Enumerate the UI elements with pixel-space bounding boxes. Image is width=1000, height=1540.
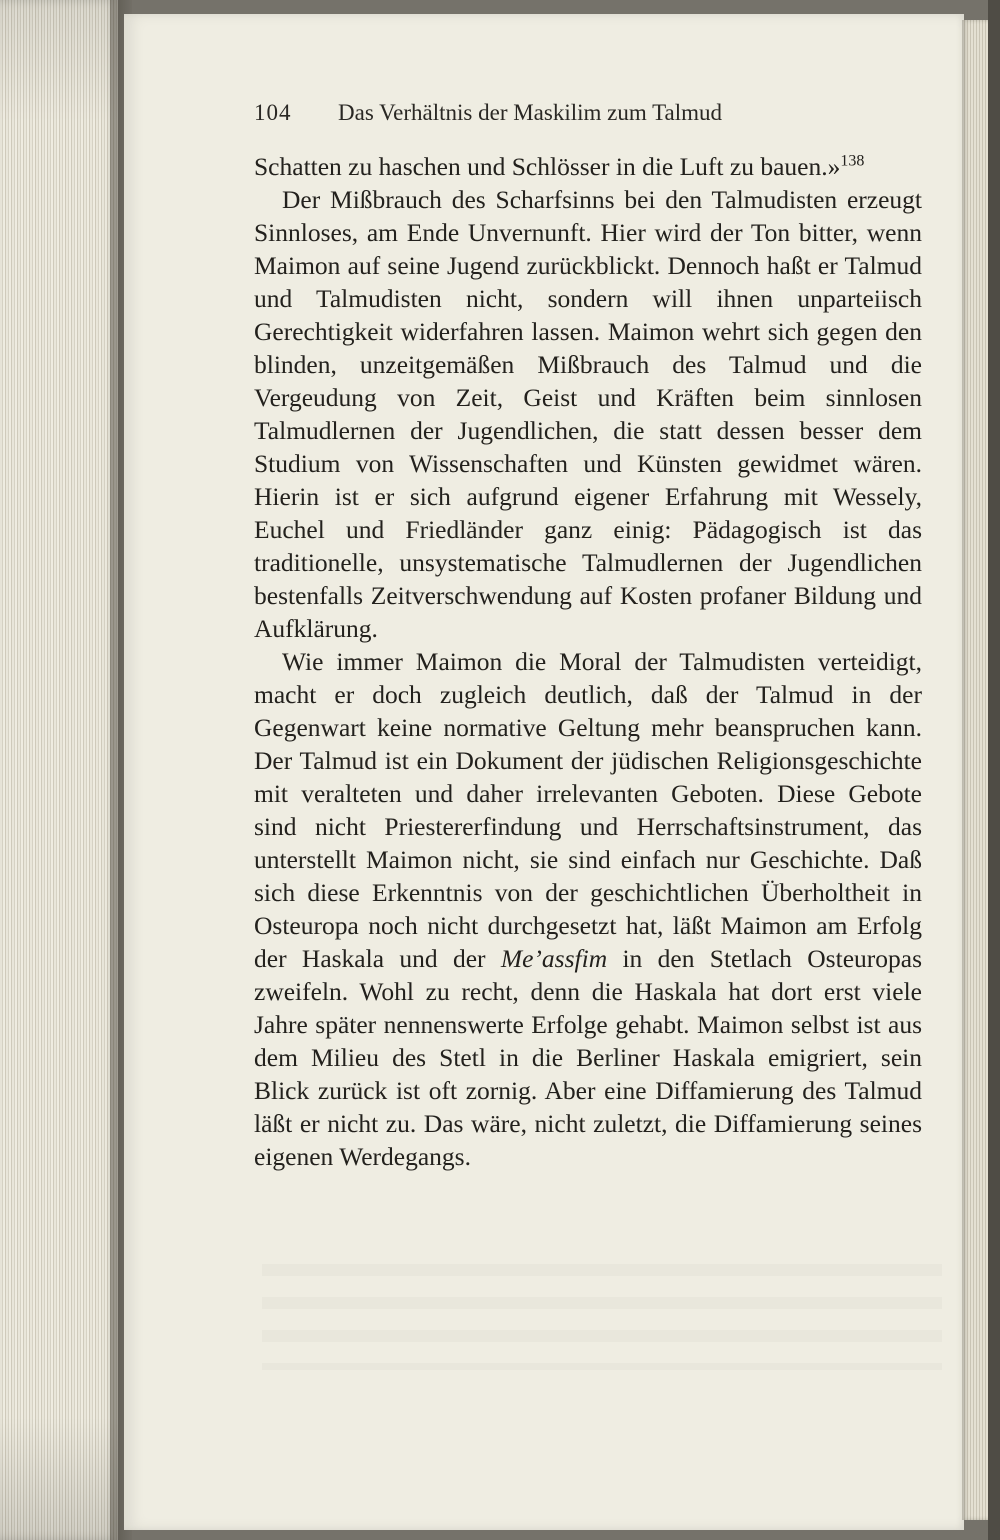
right-page-stack [962, 20, 990, 1520]
italic-term: Me’assfim [500, 944, 608, 973]
footnote-reference: 138 [840, 152, 865, 170]
paragraph-1-text: Schatten zu haschen und Schlösser in die Luft zu bauen.» [254, 152, 841, 181]
body-text [254, 150, 922, 1173]
page-header [254, 100, 954, 136]
paragraph-2: Der Mißbrauch des Scharfsinns bei den Talmudisten erzeugt Sinnloses, am Ende Unvernunft. Hier wird der Ton bitter, wenn Maimon auf seine Jugend zurückblickt. Dennoch haßt er Talmud und Talmudisten nicht, sondern will ihnen unparteiisch Gerechtigkeit widerfahren lassen. Maimon wehrt sich gegen den blinden, unzeitgemäßen Mißbrauch des Talmud und die Vergeudung von Zeit, Geist und Kräften beim sinnlosen Talmudlernen der Jugendlichen, die statt dessen besser dem Studium von Wissenschaften und Künsten gewidmet wären. Hierin ist er sich aufgrund eigener Erfahrung mit Wessely, Euchel und Friedländer ganz einig: Pädagogisch ist das traditionelle, unsystematische Talmudlernen der Jugendlichen bestenfalls Zeitverschwendung auf Kosten profaner Bildung und Aufklärung. [254, 185, 922, 643]
paragraph-3-text-before: Wie immer Maimon die Moral der Talmudisten verteidigt, macht er doch zugleich deutlich, daß der Talmud in der Gegenwart keine normative Geltung mehr beanspruchen kann. Der Talmud ist ein Dokument der jüdischen Religionsgeschichte mit veralteten und daher irrelevanten Geboten. Diese Gebote sind nicht Priestererfindung und Herrschaftsinstrument, das unterstellt Maimon nicht, sie sind einfach nur Geschichte. Daß sich diese Erkenntnis von der geschichtlichen Überholtheit in Osteuropa noch nicht durchgesetzt hat, läßt Maimon am Erfolg der Haskala und der [254, 647, 922, 973]
running-title: Das Verhältnis der Maskilim zum Talmud [338, 100, 723, 125]
page-number: 104 [254, 100, 292, 125]
right-edge-background [988, 0, 1000, 1540]
paragraph-1 [254, 150, 922, 183]
paragraph-3 [254, 645, 922, 1173]
paragraph-3-text-after: in den Stetlach Osteuropas zweifeln. Wohl zu recht, denn die Haskala hat dort erst viele Jahre später nennenswerte Erfolge gehabt. Maimon selbst ist aus dem Milieu des Stetl in die Berliner Haskala emigriert, sein Blick zurück ist oft zornig. Aber eine Diffamierung des Talmud läßt er nicht zu. Das wäre, nicht zuletzt, die Diffamierung seines eigenen Werdegangs. [254, 944, 922, 1171]
left-page-stack [0, 0, 118, 1540]
show-through-text [262, 1250, 942, 1370]
